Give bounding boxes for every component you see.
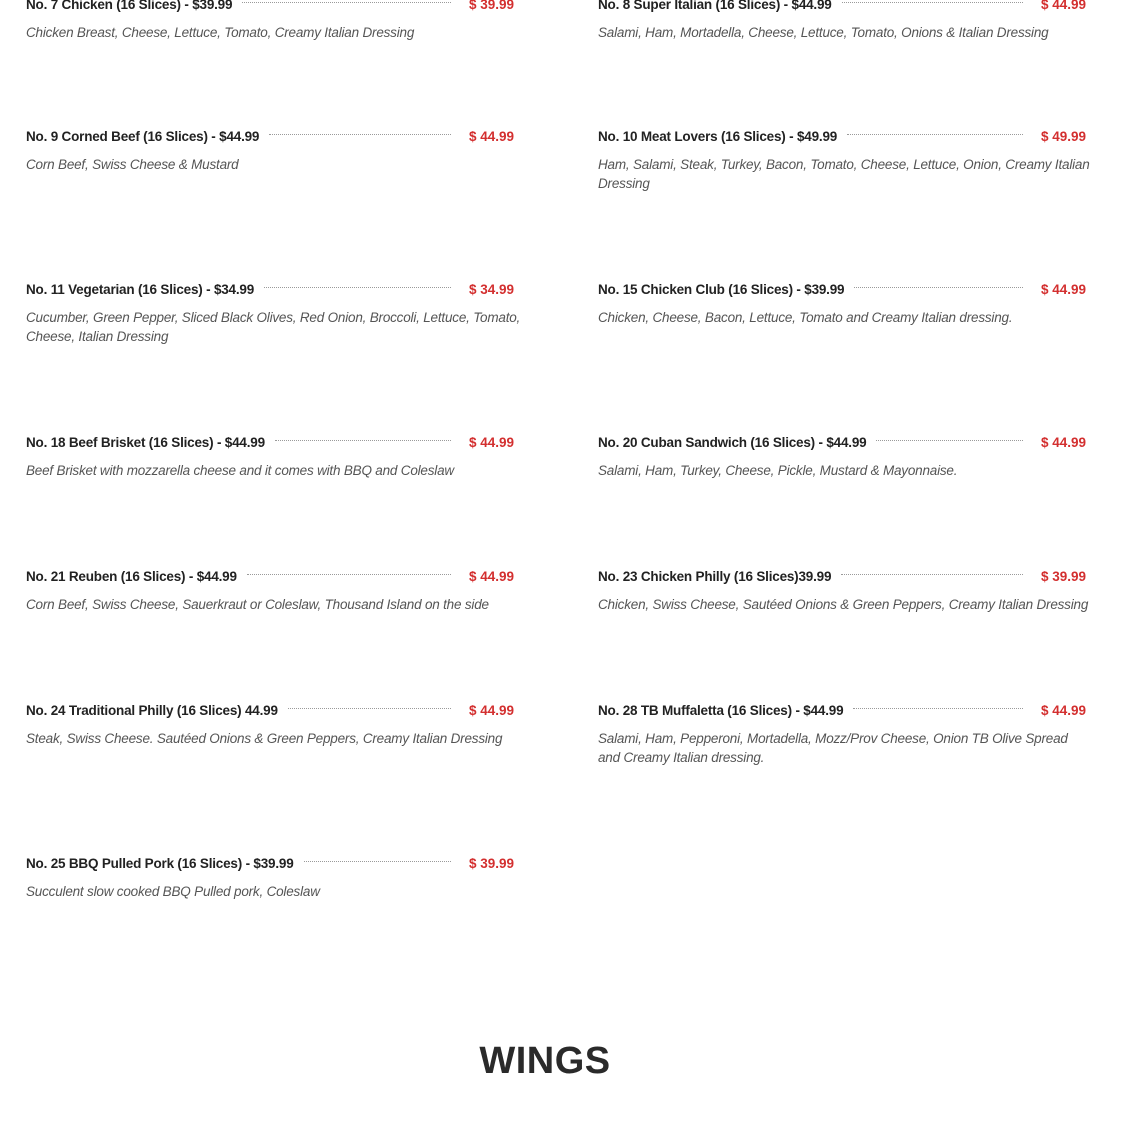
menu-item-description: Succulent slow cooked BBQ Pulled pork, Coleslaw (26, 884, 320, 899)
menu-item (26, 0, 514, 42)
menu-item-price: $ 44.99 (1040, 434, 1086, 450)
dotted-leader (304, 861, 451, 862)
menu-item-header (598, 279, 1086, 299)
dotted-leader (242, 2, 451, 3)
menu-item-name: No. 24 Traditional Philly (16 Slices) 44.99 (26, 702, 278, 718)
dotted-leader (275, 440, 451, 441)
menu-item-price: $ 44.99 (468, 568, 514, 584)
menu-item (598, 279, 1086, 327)
menu-item-name: No. 18 Beef Brisket (16 Slices) - $44.99 (26, 434, 265, 450)
menu-item-description: Beef Brisket with mozzarella cheese and it comes with BBQ and Coleslaw (26, 463, 454, 478)
menu-item-name: No. 25 BBQ Pulled Pork (16 Slices) - $39.99 (26, 855, 294, 871)
menu-item-header (26, 853, 514, 873)
menu-item-price: $ 44.99 (1040, 0, 1086, 12)
menu-item-price: $ 44.99 (1040, 702, 1086, 718)
menu-item-name: No. 15 Chicken Club (16 Slices) - $39.99 (598, 281, 845, 297)
menu-item-description: Chicken, Swiss Cheese, Sautéed Onions & Green Peppers, Creamy Italian Dressing (598, 597, 1089, 612)
menu-item-header (26, 700, 514, 720)
menu-item (26, 126, 514, 174)
menu-item-price: $ 39.99 (468, 0, 514, 12)
menu-item-description: Chicken, Cheese, Bacon, Lettuce, Tomato and Creamy Italian dressing. (598, 310, 1013, 325)
menu-item-name: No. 10 Meat Lovers (16 Slices) - $49.99 (598, 128, 838, 144)
menu-item (26, 700, 514, 748)
menu-item-name: No. 9 Corned Beef (16 Slices) - $44.99 (26, 128, 260, 144)
menu-item-header (26, 0, 514, 14)
menu-item-name: No. 20 Cuban Sandwich (16 Slices) - $44.99 (598, 434, 867, 450)
menu-item-price: $ 49.99 (1040, 128, 1086, 144)
menu-item-description: Salami, Ham, Mortadella, Cheese, Lettuce, Tomato, Onions & Italian Dressing (598, 25, 1049, 40)
menu-item-header (26, 566, 514, 586)
menu-item-price: $ 34.99 (468, 281, 514, 297)
menu-item (598, 126, 1090, 193)
menu-item-header (598, 432, 1086, 452)
menu-item-name: No. 28 TB Muffaletta (16 Slices) - $44.99 (598, 702, 844, 718)
menu-item (26, 432, 514, 480)
menu-item-header (598, 126, 1086, 146)
menu-item-description: Ham, Salami, Steak, Turkey, Bacon, Tomato, Cheese, Lettuce, Onion, Creamy Italian Dressing (598, 157, 1090, 191)
menu-item (598, 0, 1086, 42)
dotted-leader (288, 708, 451, 709)
menu-item-name: No. 8 Super Italian (16 Slices) - $44.99 (598, 0, 832, 12)
menu-item-description: Salami, Ham, Pepperoni, Mortadella, Mozz/Prov Cheese, Onion TB Olive Spread and Creamy Italian dressing. (598, 731, 1068, 765)
menu-item (26, 279, 521, 346)
menu-item (598, 700, 1086, 767)
menu-item-price: $ 44.99 (468, 434, 514, 450)
menu-item-description: Corn Beef, Swiss Cheese, Sauerkraut or Coleslaw, Thousand Island on the side (26, 597, 489, 612)
dotted-leader (264, 287, 451, 288)
menu-item-name: No. 7 Chicken (16 Slices) - $39.99 (26, 0, 233, 12)
menu-item-header (26, 126, 514, 146)
menu-item-description: Cucumber, Green Pepper, Sliced Black Olives, Red Onion, Broccoli, Lettuce, Tomato, Cheese, Italian Dressing (26, 310, 521, 344)
menu-item-header (598, 700, 1086, 720)
menu-item-header (26, 279, 514, 299)
menu-item-price: $ 39.99 (468, 855, 514, 871)
menu-item-name: No. 21 Reuben (16 Slices) - $44.99 (26, 568, 237, 584)
dotted-leader (847, 134, 1023, 135)
menu-item-description: Corn Beef, Swiss Cheese & Mustard (26, 157, 239, 172)
dotted-leader (841, 574, 1023, 575)
menu-item (598, 432, 1086, 480)
menu-item-name: No. 11 Vegetarian (16 Slices) - $34.99 (26, 281, 255, 297)
menu-item (598, 566, 1089, 614)
dotted-leader (247, 574, 451, 575)
dotted-leader (842, 2, 1023, 3)
menu-item-name: No. 23 Chicken Philly (16 Slices)39.99 (598, 568, 832, 584)
dotted-leader (876, 440, 1023, 441)
menu-item (26, 853, 514, 901)
menu-item-header (598, 566, 1086, 586)
menu-item-price: $ 39.99 (1040, 568, 1086, 584)
menu-item-price: $ 44.99 (1040, 281, 1086, 297)
menu-item-description: Steak, Swiss Cheese. Sautéed Onions & Green Peppers, Creamy Italian Dressing (26, 731, 503, 746)
menu-item (26, 566, 514, 614)
menu-item-price: $ 44.99 (468, 128, 514, 144)
section-title-wings: WINGS (479, 1040, 611, 1082)
dotted-leader (853, 708, 1023, 709)
dotted-leader (269, 134, 451, 135)
menu-item-price: $ 44.99 (468, 702, 514, 718)
menu-item-description: Chicken Breast, Cheese, Lettuce, Tomato, Creamy Italian Dressing (26, 25, 415, 40)
menu-item-header (598, 0, 1086, 14)
dotted-leader (854, 287, 1023, 288)
menu-item-header (26, 432, 514, 452)
menu-item-description: Salami, Ham, Turkey, Cheese, Pickle, Mustard & Mayonnaise. (598, 463, 958, 478)
